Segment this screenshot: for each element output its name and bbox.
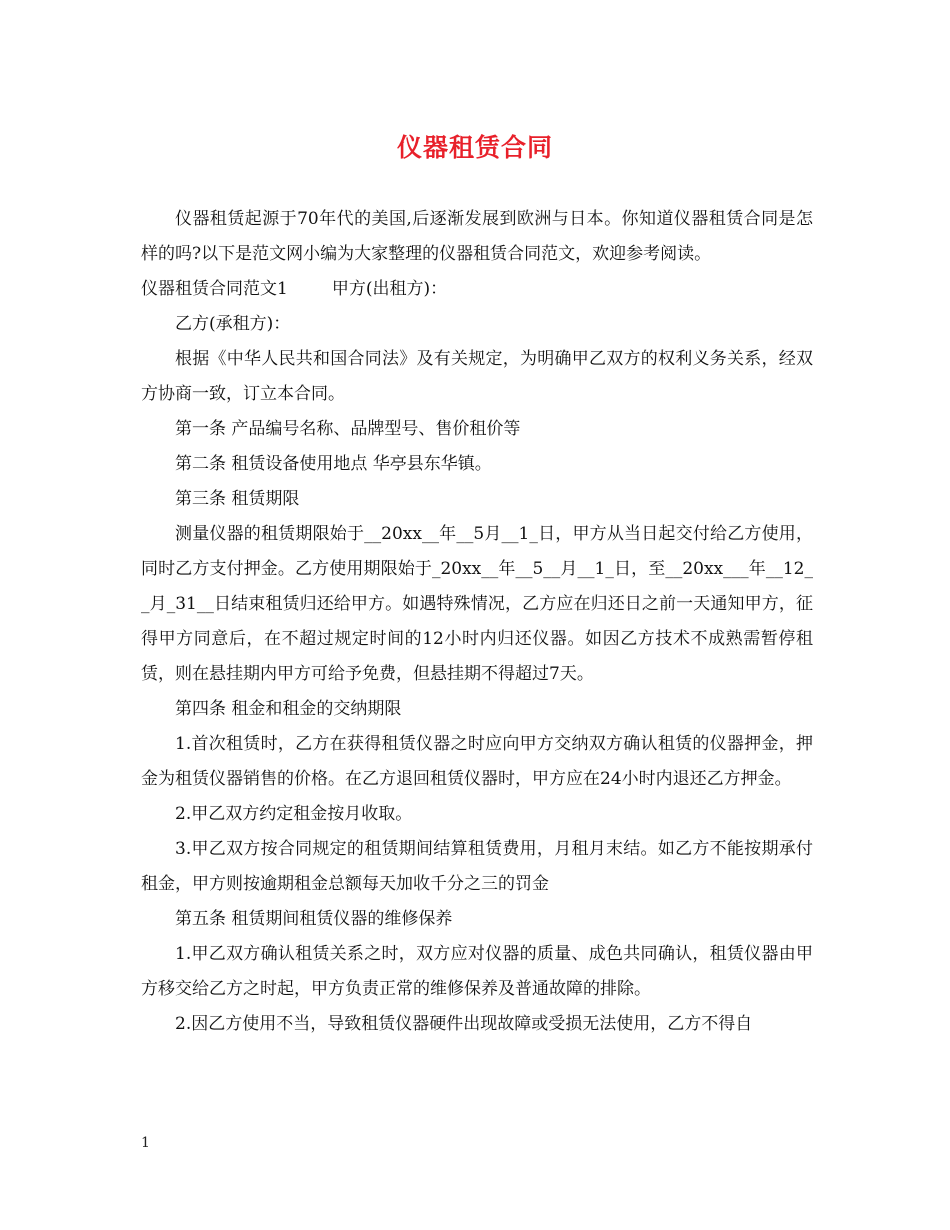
paragraph: 2.因乙方使用不当，导致租赁仪器硬件出现故障或受损无法使用，乙方不得自 [175, 1014, 753, 1034]
article-heading: 第一条 产品编号名称、品牌型号、售价租价等 [175, 419, 521, 439]
article-heading: 第三条 租赁期限 [175, 489, 300, 509]
party-a-label: 甲方(出租方)： [331, 279, 448, 299]
paragraph: 测量仪器的租赁期限始于__20xx__年__5月__1_日，甲方从当日起交付给乙方使用，同时乙方支付押金。乙方使用期限始于_20xx__年__5__月__1_日，至__20xx___年__12__月_31__日结束租赁归还给甲方。如遇特殊情况，乙方应在归还日之前一天通知甲方，征得甲方同意后，在不超过规定时间的12小时内归还仪器。如因乙方技术不成熟需暂停租赁，则在悬挂期内甲方可给予免费，但悬挂期不得超过7天。 [141, 524, 813, 684]
paragraph: 3.甲乙双方按合同规定的租赁期间结算租赁费用，月租月末结。如乙方不能按期承付租金，甲方则按逾期租金总额每天加收千分之三的罚金 [141, 839, 813, 894]
article-heading: 第五条 租赁期间租赁仪器的维修保养 [175, 909, 453, 929]
article-heading: 第二条 租赁设备使用地点 华亭县东华镇。 [175, 454, 492, 474]
document-title: 仪器租赁合同 [396, 133, 553, 162]
document-body [141, 202, 813, 1042]
article-heading: 第四条 租金和租金的交纳期限 [175, 699, 402, 719]
party-b-label: 乙方(承租方)： [175, 314, 291, 334]
sample-line [141, 272, 813, 307]
paragraph: 1.甲乙双方确认租赁关系之时，双方应对仪器的质量、成色共同确认，租赁仪器由甲方移交给乙方之时起，甲方负责正常的维修保养及普通故障的排除。 [141, 944, 813, 999]
intro-paragraph: 仪器租赁起源于70年代的美国,后逐渐发展到欧洲与日本。你知道仪器租赁合同是怎样的吗?以下是范文网小编为大家整理的仪器租赁合同范文，欢迎参考阅读。 [141, 209, 813, 264]
paragraph: 根据《中华人民共和国合同法》及有关规定，为明确甲乙双方的权利义务关系，经双方协商一致，订立本合同。 [141, 349, 813, 404]
page-number: 1 [141, 1135, 150, 1151]
paragraph: 2.甲乙双方约定租金按月收取。 [175, 804, 413, 824]
sample-label: 仪器租赁合同范文1 [141, 279, 288, 299]
paragraph: 1.首次租赁时，乙方在获得租赁仪器之时应向甲方交纳双方确认租赁的仪器押金，押金为租赁仪器销售的价格。在乙方退回租赁仪器时，甲方应在24小时内退还乙方押金。 [141, 734, 813, 789]
